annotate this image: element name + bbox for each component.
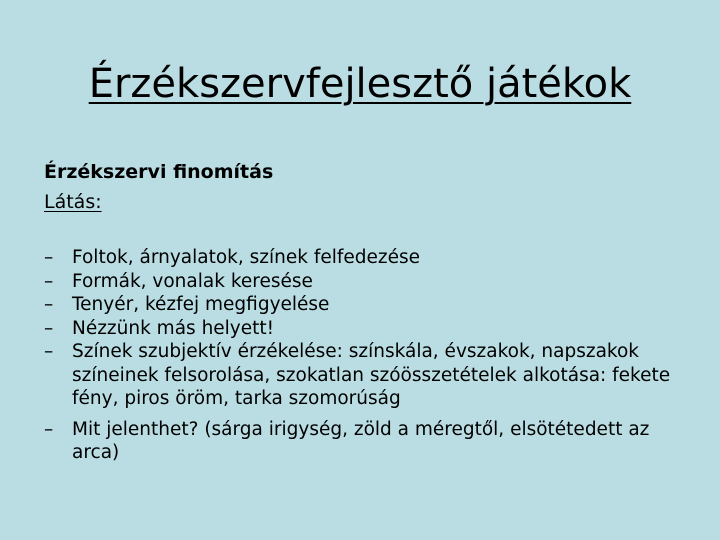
dash-bullet: – xyxy=(44,247,54,268)
list-item xyxy=(44,293,694,317)
list-item-text: Mit jelenthet? (sárga irigység, zöld a méregtől, elsötétedett az arca) xyxy=(72,418,650,463)
list-item-text: Színek szubjektív érzékelése: színskála, évszakok, napszakok színeinek felsorolása, szokatlan szóösszetételek alkotása: fekete fény, piros öröm, tarka szomorúság xyxy=(72,341,671,409)
list-item-text: Foltok, árnyalatok, színek felfedezése xyxy=(72,247,420,268)
list-item xyxy=(44,317,694,341)
list-item xyxy=(44,270,694,294)
slide-title: Érzékszervfejlesztő játékok xyxy=(88,61,632,107)
list-item-text: Nézzünk más helyett! xyxy=(72,317,275,339)
list-item-text: Tenyér, kézfej megfigyelése xyxy=(72,294,330,315)
slide-subtitle: Érzékszervi finomítás xyxy=(44,161,274,183)
bullet-list xyxy=(44,246,694,472)
dash-bullet: – xyxy=(44,418,54,440)
list-item xyxy=(44,246,694,270)
dash-bullet: – xyxy=(44,294,54,315)
section-heading: Látás: xyxy=(44,191,102,213)
list-item-text: Formák, vonalak keresése xyxy=(72,270,313,292)
list-item xyxy=(44,418,694,465)
dash-bullet: – xyxy=(44,317,54,339)
list-item xyxy=(44,340,694,411)
dash-bullet: – xyxy=(44,341,54,362)
dash-bullet: – xyxy=(44,270,54,292)
